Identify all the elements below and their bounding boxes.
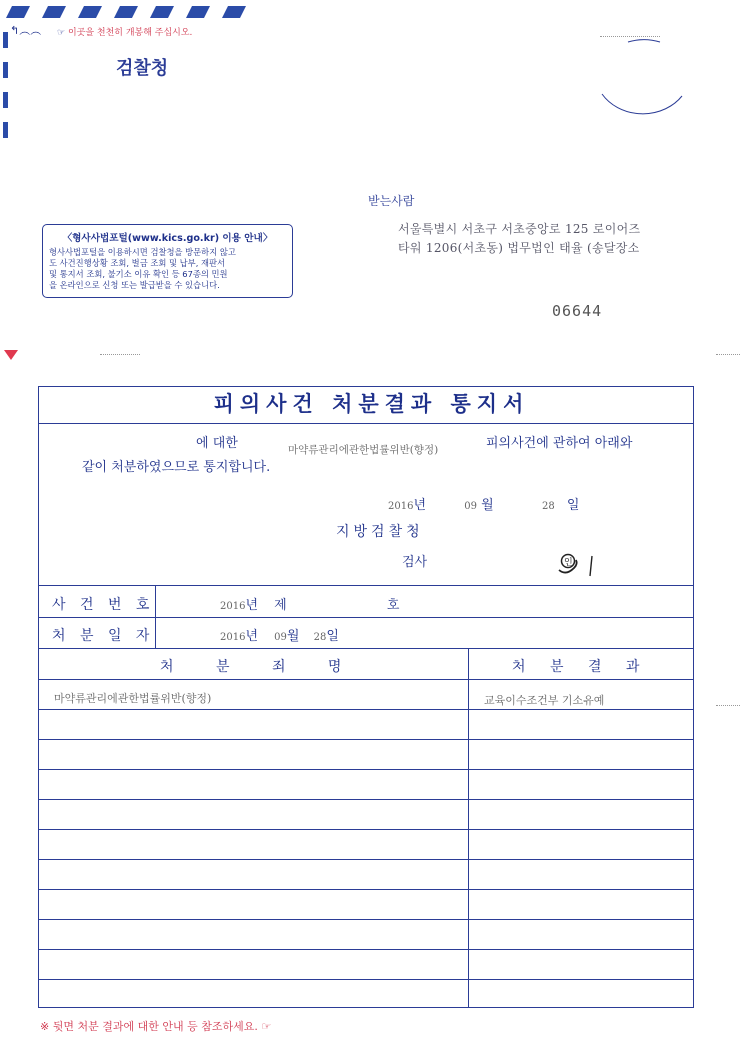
scissors-icon: ↰︵︵ [10, 24, 42, 37]
recipient-address-line1: 서울특별시 서초구 서초중앙로 125 로이어즈 [398, 222, 641, 236]
prosecutor-office: 지방검찰청 [336, 524, 424, 540]
prosecutor-seal-signature [556, 550, 600, 578]
footer-note: ※ 뒷면 처분 결과에 대한 안내 등 참조하세요. ☞ [40, 1020, 272, 1033]
tear-instruction: ☞ 이곳을 천천히 개봉해 주십시오. [57, 28, 193, 38]
recipient-address-line2: 타워 1206(서초동) 법무법인 태율 (송달장소 [398, 241, 640, 255]
portal-notice-line: 을 온라인으로 신청 또는 발급받을 수 있습니다. [49, 280, 220, 290]
table-row-crime: 마약류관리에관한법률위반(향정) [54, 692, 212, 705]
table-header-result: 처 분 결 과 [512, 659, 640, 675]
case-number-value: 2016년 제 호 [220, 598, 400, 613]
fold-line [100, 354, 140, 355]
sender-agency: 검찰청 [116, 58, 169, 79]
notice-date: 2016년 09 월 28 일 [388, 498, 580, 513]
portal-notice-line: 도 사건진행상황 조회, 벌금 조회 및 납부, 재판서 [49, 258, 226, 268]
disposition-date-value: 2016년 09월 28일 [220, 629, 339, 644]
stamp-circle-outline [588, 38, 698, 128]
prosecutor-label: 검사 [402, 555, 428, 570]
airmail-stripes-top [0, 0, 260, 24]
portal-notice-box [42, 224, 293, 298]
postal-code: 06644 [552, 302, 603, 320]
regarding-prefix: 에 대한 [196, 436, 238, 451]
disposition-date-label: 처 분 일 자 [52, 628, 155, 644]
charge-text: 마약류관리에관한법률위반(향정) [288, 444, 439, 456]
case-number-label: 사 건 번 호 [52, 597, 155, 613]
body-line-2: 같이 처분하였으므로 통지합니다. [82, 460, 271, 475]
fold-line [716, 705, 740, 706]
regarding-suffix: 피의사건에 관하여 아래와 [486, 436, 633, 451]
portal-notice-line: 및 통지서 조회, 불기소 이유 확인 등 67종의 민원 [49, 269, 228, 279]
table-row-result: 교육이수조건부 기소유예 [484, 694, 605, 707]
airmail-stripes-left [0, 30, 14, 140]
recipient-label: 받는사람 [368, 194, 415, 208]
portal-notice-title: 〈형사사법포털(www.kics.go.kr) 이용 안내〉 [62, 233, 273, 244]
portal-notice-line: 형사사법포털을 이용하시면 검찰청을 방문하지 않고 [49, 247, 236, 257]
document-title: 피의사건 처분결과 통지서 [213, 391, 530, 416]
svg-text:인: 인 [564, 558, 573, 568]
fold-mark [4, 350, 18, 360]
fold-line [716, 354, 740, 355]
table-header-crime: 처 분 죄 명 [160, 659, 342, 675]
fold-line [600, 36, 660, 37]
